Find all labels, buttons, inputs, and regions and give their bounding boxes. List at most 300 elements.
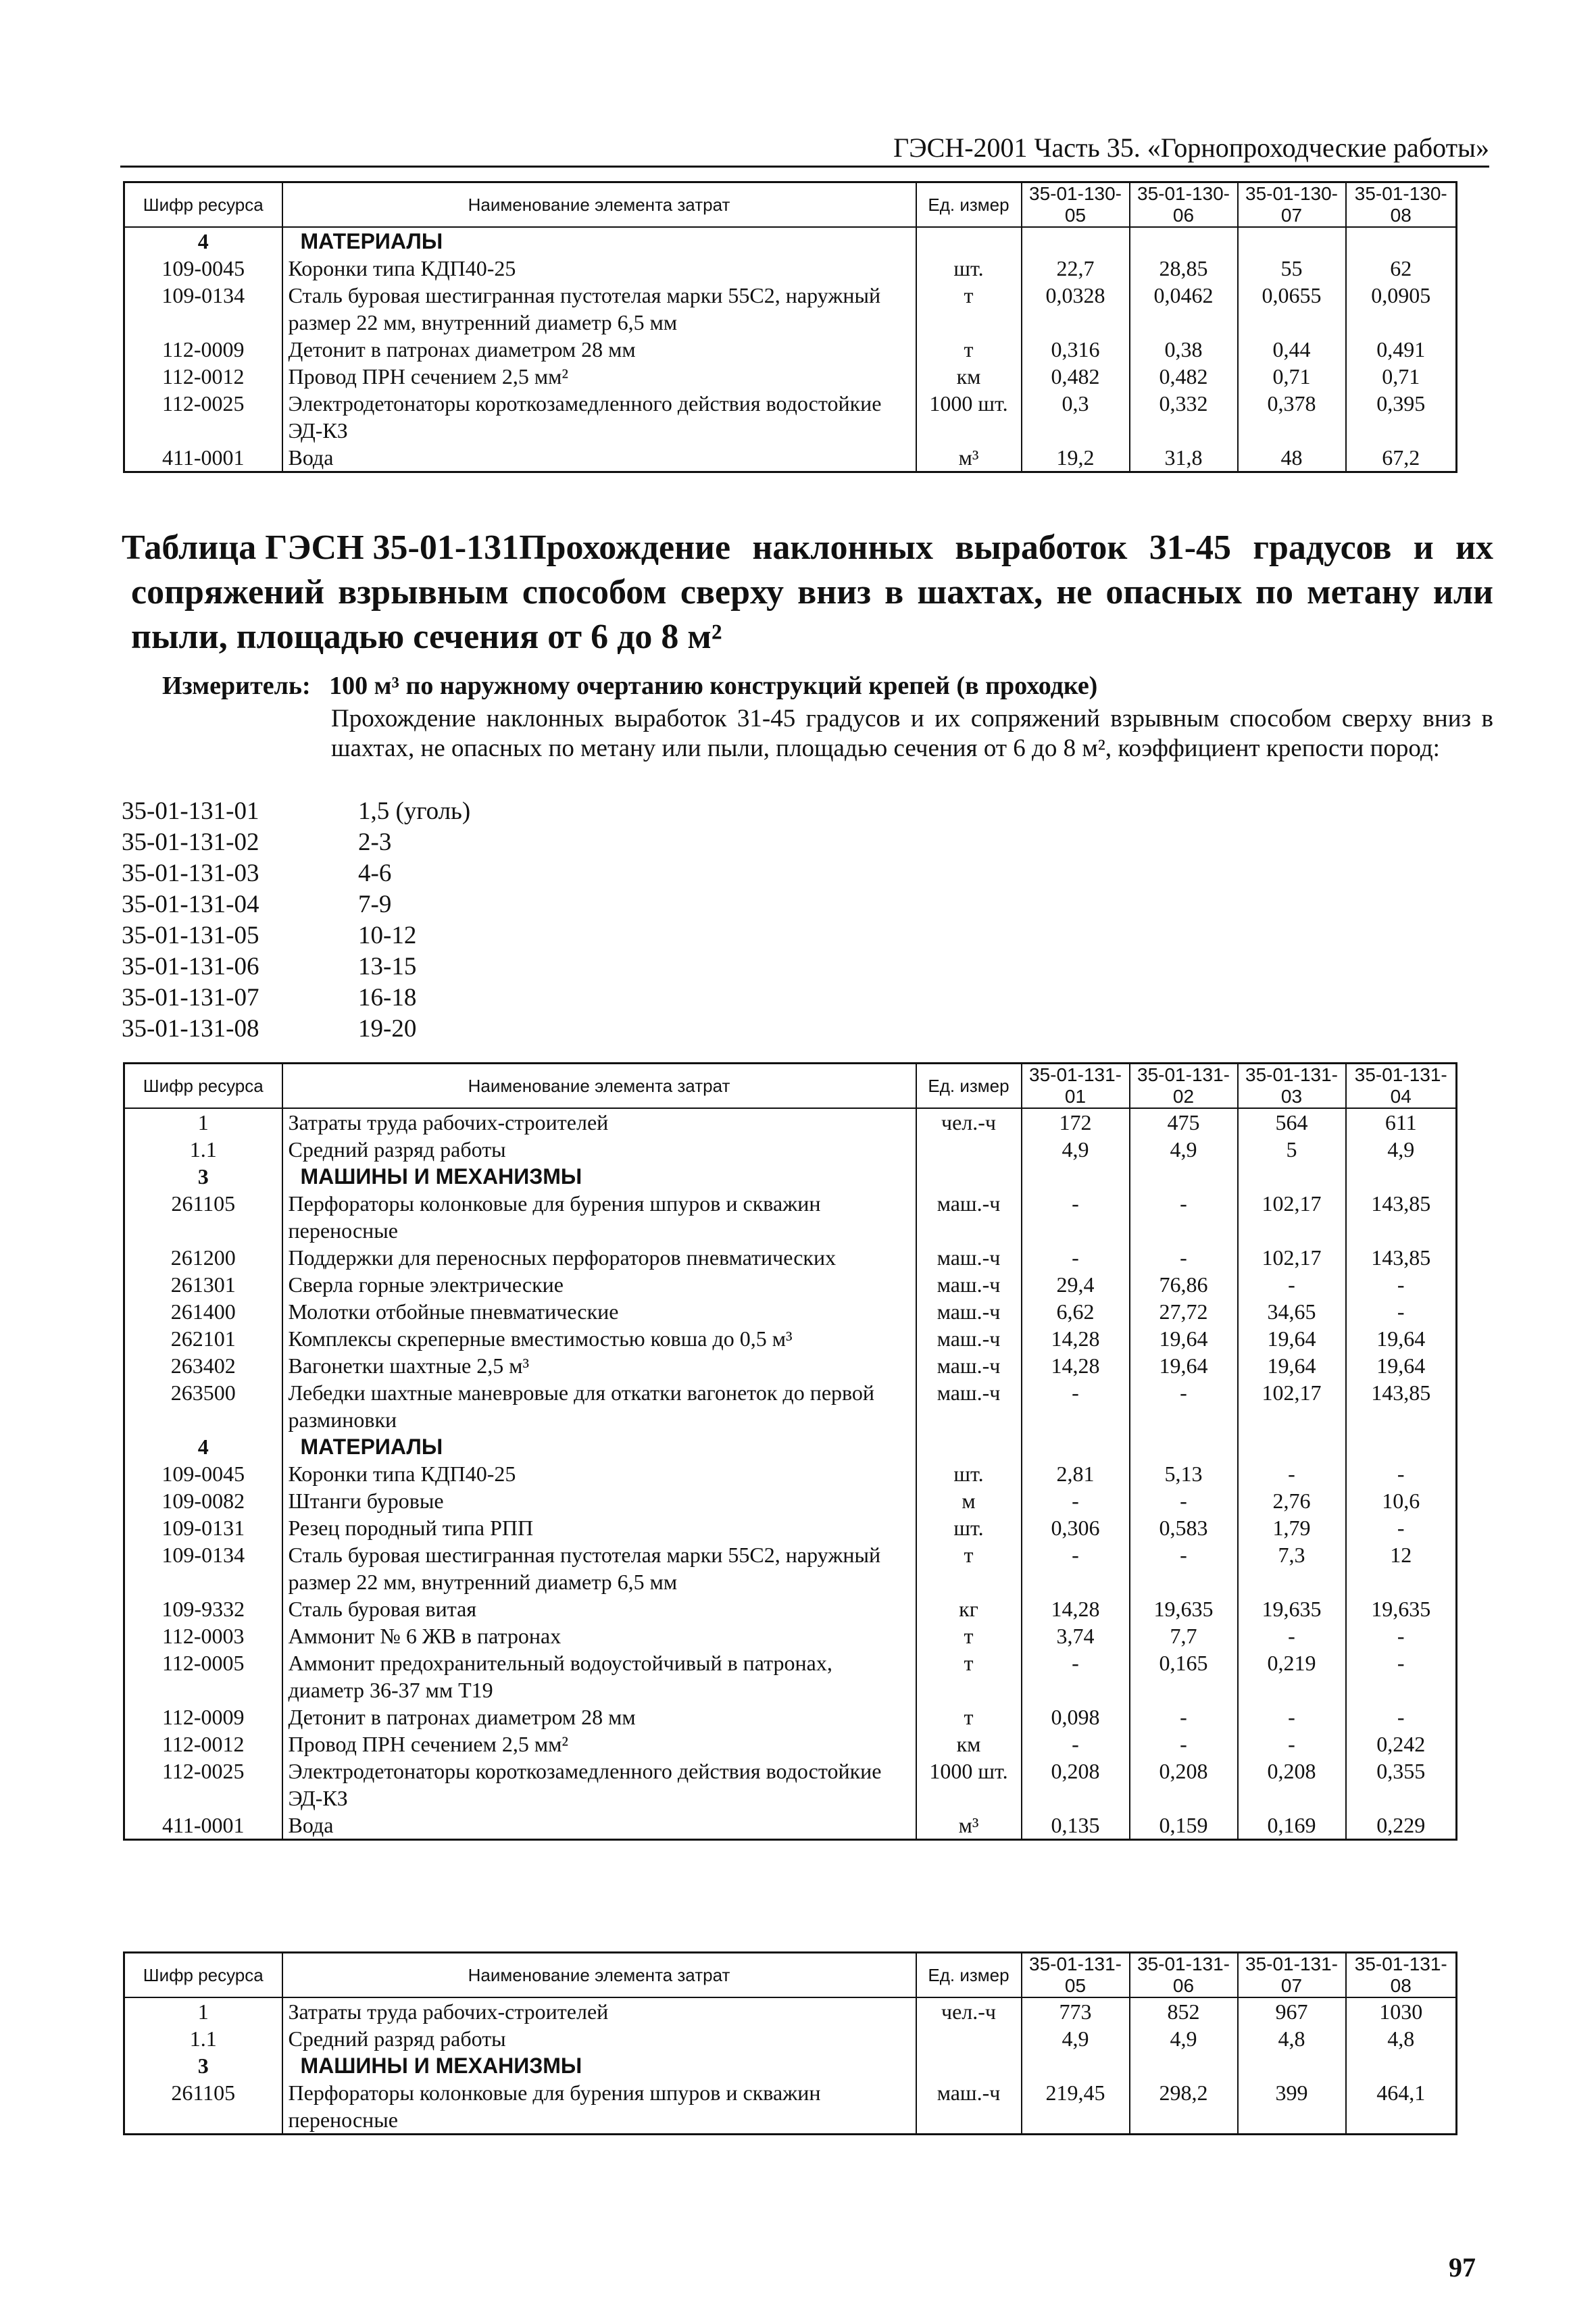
resource-name-cell: Электродетонаторы короткозамедленного действия водостойкие ЭД-КЗ xyxy=(282,1758,916,1812)
resource-name-cell: Перфораторы колонковые для бурения шпуров и скважин переносные xyxy=(282,1190,916,1244)
value-cell: 48 xyxy=(1238,444,1346,472)
value-cell: 29,4 xyxy=(1022,1271,1130,1298)
value-cell: 399 xyxy=(1238,2079,1346,2135)
table-title-text: Прохождение наклонных выработок 31-45 градусов и их сопряжений взрывным способом сверху вниз в шахтах, не опасных по метану или пыли, площадью сечения от 6 до 8 м² xyxy=(131,528,1493,656)
resource-code-cell: 261301 xyxy=(124,1271,282,1298)
value-cell: 2,81 xyxy=(1022,1460,1130,1487)
resource-name-cell: Детонит в патронах диаметром 28 мм xyxy=(282,1703,916,1731)
table-row xyxy=(124,1325,1457,1352)
value-cell xyxy=(1238,1163,1346,1190)
unit-cell: км xyxy=(916,363,1022,390)
table-row xyxy=(124,1108,1457,1136)
value-cell: 611 xyxy=(1346,1108,1457,1136)
variant-value: 13-15 xyxy=(358,953,417,980)
value-cell: 0,169 xyxy=(1238,1812,1346,1840)
unit-cell: чел.-ч xyxy=(916,1108,1022,1136)
value-cell: 219,45 xyxy=(1022,2079,1130,2135)
value-cell: - xyxy=(1130,1731,1238,1758)
resource-name-cell: Вагонетки шахтные 2,5 м³ xyxy=(282,1352,916,1379)
resource-code-cell: 109-9332 xyxy=(124,1595,282,1622)
variant-item xyxy=(122,951,470,982)
section-row xyxy=(124,2052,1457,2079)
value-cell: 1030 xyxy=(1346,1997,1457,2025)
variant-value: 19-20 xyxy=(358,1015,417,1043)
value-cell: 0,208 xyxy=(1238,1758,1346,1812)
description: Прохождение наклонных выработок 31-45 градусов и их сопряжений взрывным способом сверху вниз в шахтах, не опасных по метану или пыли, площадью сечения от 6 до 8 м², коэффициент крепости пород: xyxy=(331,705,1493,762)
unit-cell xyxy=(916,2025,1022,2052)
unit-cell xyxy=(916,2052,1022,2079)
resource-name-cell: Вода xyxy=(282,444,916,472)
table-row xyxy=(124,363,1457,390)
variant-item xyxy=(122,796,470,827)
resource-name-cell: Провод ПРН сечением 2,5 мм² xyxy=(282,1731,916,1758)
meter-text: 100 м³ по наружному очертанию конструкций крепей (в проходке) xyxy=(329,672,1098,700)
value-cell: 19,64 xyxy=(1238,1325,1346,1352)
table-row xyxy=(124,1271,1457,1298)
resource-name-cell: Коронки типа КДП40-25 xyxy=(282,255,916,282)
variant-list xyxy=(122,796,470,1045)
unit-cell xyxy=(916,1136,1022,1163)
resource-name-cell: Аммонит предохранительный водоустойчивый в патронах, диаметр 36-37 мм Т19 xyxy=(282,1649,916,1703)
resource-name-cell: МАТЕРИАЛЫ xyxy=(282,1433,916,1460)
value-cell: - xyxy=(1346,1622,1457,1649)
column-header-variant: 35-01-131-04 xyxy=(1346,1064,1457,1109)
value-cell: 22,7 xyxy=(1022,255,1130,282)
value-cell: 4,8 xyxy=(1238,2025,1346,2052)
table-row xyxy=(124,1298,1457,1325)
column-header-variant: 35-01-131-08 xyxy=(1346,1953,1457,1998)
value-cell: 0,098 xyxy=(1022,1703,1130,1731)
unit-cell xyxy=(916,1433,1022,1460)
value-cell: 0,583 xyxy=(1130,1514,1238,1541)
column-header-variant: 35-01-130-07 xyxy=(1238,182,1346,228)
meter-label: Измеритель: xyxy=(162,672,311,700)
table-row xyxy=(124,1703,1457,1731)
value-cell: - xyxy=(1022,1487,1130,1514)
column-header-variant: 35-01-131-05 xyxy=(1022,1953,1130,1998)
variant-item xyxy=(122,858,470,889)
value-cell: 27,72 xyxy=(1130,1298,1238,1325)
value-cell: 19,635 xyxy=(1346,1595,1457,1622)
resource-code-cell: 411-0001 xyxy=(124,444,282,472)
table-row xyxy=(124,1595,1457,1622)
value-cell: 0,395 xyxy=(1346,390,1457,444)
resource-name-cell: Средний разряд работы xyxy=(282,2025,916,2052)
value-cell: - xyxy=(1130,1703,1238,1731)
resource-name-cell: МАШИНЫ И МЕХАНИЗМЫ xyxy=(282,1163,916,1190)
value-cell: 14,28 xyxy=(1022,1352,1130,1379)
value-cell: 2,76 xyxy=(1238,1487,1346,1514)
value-cell: 4,8 xyxy=(1346,2025,1457,2052)
unit-cell: маш.-ч xyxy=(916,1271,1022,1298)
value-cell xyxy=(1130,227,1238,255)
variant-code: 35-01-131-02 xyxy=(122,828,259,856)
column-header-code: Шифр ресурса xyxy=(124,1064,282,1109)
resource-code-cell: 261105 xyxy=(124,1190,282,1244)
unit-cell xyxy=(916,227,1022,255)
resource-name-cell: Резец породный типа РПП xyxy=(282,1514,916,1541)
unit-cell: маш.-ч xyxy=(916,1352,1022,1379)
unit-cell: чел.-ч xyxy=(916,1997,1022,2025)
unit-cell: м³ xyxy=(916,444,1022,472)
value-cell: 0,306 xyxy=(1022,1514,1130,1541)
value-cell xyxy=(1238,1433,1346,1460)
column-header-name: Наименование элемента затрат xyxy=(282,182,916,228)
meter-line xyxy=(162,670,1487,701)
unit-cell: маш.-ч xyxy=(916,2079,1022,2135)
value-cell: - xyxy=(1130,1379,1238,1433)
value-cell: 19,64 xyxy=(1346,1325,1457,1352)
value-cell: - xyxy=(1346,1514,1457,1541)
table-row xyxy=(124,1997,1457,2025)
value-cell: 19,64 xyxy=(1130,1325,1238,1352)
header-rule xyxy=(120,166,1489,168)
unit-cell: т xyxy=(916,1703,1022,1731)
resource-code-cell: 4 xyxy=(124,1433,282,1460)
column-header-variant: 35-01-131-03 xyxy=(1238,1064,1346,1109)
resource-code-cell: 1 xyxy=(124,1108,282,1136)
value-cell xyxy=(1022,227,1130,255)
resource-code-cell: 112-0005 xyxy=(124,1649,282,1703)
resource-name-cell: Детонит в патронах диаметром 28 мм xyxy=(282,336,916,363)
value-cell: 0,208 xyxy=(1022,1758,1130,1812)
page-number: 97 xyxy=(1449,2252,1476,2283)
section-row xyxy=(124,1433,1457,1460)
resource-table-130 xyxy=(123,181,1457,473)
variant-item xyxy=(122,982,470,1014)
table-title xyxy=(122,526,1493,659)
resource-code-cell: 261400 xyxy=(124,1298,282,1325)
resource-code-cell: 1.1 xyxy=(124,1136,282,1163)
value-cell: - xyxy=(1238,1271,1346,1298)
table-row xyxy=(124,336,1457,363)
unit-cell: шт. xyxy=(916,255,1022,282)
value-cell: 19,64 xyxy=(1238,1352,1346,1379)
value-cell: 0,229 xyxy=(1346,1812,1457,1840)
value-cell: 0,3 xyxy=(1022,390,1130,444)
variant-value: 1,5 (уголь) xyxy=(358,797,471,825)
value-cell: - xyxy=(1346,1649,1457,1703)
unit-cell: т xyxy=(916,336,1022,363)
value-cell: 1,79 xyxy=(1238,1514,1346,1541)
value-cell: 5,13 xyxy=(1130,1460,1238,1487)
value-cell: 852 xyxy=(1130,1997,1238,2025)
variant-code: 35-01-131-06 xyxy=(122,953,259,980)
variant-code: 35-01-131-05 xyxy=(122,922,259,949)
resource-code-cell: 3 xyxy=(124,1163,282,1190)
value-cell xyxy=(1130,2052,1238,2079)
resource-code-cell: 109-0045 xyxy=(124,255,282,282)
column-header-variant: 35-01-130-08 xyxy=(1346,182,1457,228)
resource-name-cell: Затраты труда рабочих-строителей xyxy=(282,1997,916,2025)
value-cell: 0,135 xyxy=(1022,1812,1130,1840)
value-cell: 0,482 xyxy=(1130,363,1238,390)
value-cell: 4,9 xyxy=(1346,1136,1457,1163)
resource-code-cell: 4 xyxy=(124,227,282,255)
resource-name-cell: Затраты труда рабочих-строителей xyxy=(282,1108,916,1136)
resource-code-cell: 263500 xyxy=(124,1379,282,1433)
variant-value: 4-6 xyxy=(358,860,392,887)
value-cell xyxy=(1022,1163,1130,1190)
column-header-variant: 35-01-130-06 xyxy=(1130,182,1238,228)
value-cell xyxy=(1130,1163,1238,1190)
resource-code-cell: 112-0012 xyxy=(124,363,282,390)
value-cell: 19,635 xyxy=(1130,1595,1238,1622)
resource-code-cell: 109-0045 xyxy=(124,1460,282,1487)
table-header-row xyxy=(124,182,1457,228)
value-cell: 102,17 xyxy=(1238,1379,1346,1433)
value-cell: 19,64 xyxy=(1346,1352,1457,1379)
column-header-unit: Ед. измер xyxy=(916,1064,1022,1109)
unit-cell: маш.-ч xyxy=(916,1190,1022,1244)
value-cell: 19,64 xyxy=(1130,1352,1238,1379)
resource-code-cell: 262101 xyxy=(124,1325,282,1352)
resource-code-cell: 112-0012 xyxy=(124,1731,282,1758)
value-cell: - xyxy=(1022,1379,1130,1433)
resource-name-cell: МАТЕРИАЛЫ xyxy=(282,227,916,255)
value-cell: - xyxy=(1130,1487,1238,1514)
value-cell: 464,1 xyxy=(1346,2079,1457,2135)
variant-item xyxy=(122,1014,470,1045)
value-cell: 0,165 xyxy=(1130,1649,1238,1703)
unit-cell: маш.-ч xyxy=(916,1244,1022,1271)
value-cell xyxy=(1238,227,1346,255)
value-cell: - xyxy=(1022,1541,1130,1595)
table-row xyxy=(124,1541,1457,1595)
table-row xyxy=(124,1136,1457,1163)
resource-code-cell: 261200 xyxy=(124,1244,282,1271)
value-cell: 4,9 xyxy=(1130,1136,1238,1163)
unit-cell: шт. xyxy=(916,1460,1022,1487)
table-row xyxy=(124,1758,1457,1812)
resource-code-cell: 112-0025 xyxy=(124,390,282,444)
value-cell: 4,9 xyxy=(1022,2025,1130,2052)
resource-name-cell: Штанги буровые xyxy=(282,1487,916,1514)
column-header-code: Шифр ресурса xyxy=(124,182,282,228)
column-header-variant: 35-01-130-05 xyxy=(1022,182,1130,228)
variant-code: 35-01-131-08 xyxy=(122,1015,259,1043)
resource-name-cell: Сверла горные электрические xyxy=(282,1271,916,1298)
variant-value: 10-12 xyxy=(358,922,417,949)
value-cell: 0,316 xyxy=(1022,336,1130,363)
resource-code-cell: 112-0003 xyxy=(124,1622,282,1649)
value-cell: 773 xyxy=(1022,1997,1130,2025)
resource-name-cell: Электродетонаторы короткозамедленного действия водостойкие ЭД-КЗ xyxy=(282,390,916,444)
value-cell: 0,0655 xyxy=(1238,282,1346,336)
table-row xyxy=(124,1244,1457,1271)
value-cell: 14,28 xyxy=(1022,1595,1130,1622)
column-header-variant: 35-01-131-06 xyxy=(1130,1953,1238,1998)
resource-name-cell: Провод ПРН сечением 2,5 мм² xyxy=(282,363,916,390)
unit-cell: т xyxy=(916,1622,1022,1649)
resource-name-cell: Перфораторы колонковые для бурения шпуров и скважин переносные xyxy=(282,2079,916,2135)
variant-code: 35-01-131-01 xyxy=(122,797,259,825)
resource-code-cell: 109-0134 xyxy=(124,282,282,336)
variant-value: 7-9 xyxy=(358,891,392,918)
unit-cell: 1000 шт. xyxy=(916,1758,1022,1812)
value-cell: 6,62 xyxy=(1022,1298,1130,1325)
value-cell: 76,86 xyxy=(1130,1271,1238,1298)
value-cell: - xyxy=(1346,1271,1457,1298)
resource-code-cell: 261105 xyxy=(124,2079,282,2135)
value-cell: - xyxy=(1346,1298,1457,1325)
value-cell: 5 xyxy=(1238,1136,1346,1163)
value-cell: 55 xyxy=(1238,255,1346,282)
value-cell: 143,85 xyxy=(1346,1244,1457,1271)
unit-cell: шт. xyxy=(916,1514,1022,1541)
value-cell: 34,65 xyxy=(1238,1298,1346,1325)
value-cell xyxy=(1022,2052,1130,2079)
value-cell: 0,482 xyxy=(1022,363,1130,390)
value-cell: 3,74 xyxy=(1022,1622,1130,1649)
table-row xyxy=(124,1812,1457,1840)
value-cell: 67,2 xyxy=(1346,444,1457,472)
value-cell xyxy=(1346,2052,1457,2079)
value-cell: 7,3 xyxy=(1238,1541,1346,1595)
resource-code-cell: 109-0131 xyxy=(124,1514,282,1541)
table-row xyxy=(124,390,1457,444)
section-row xyxy=(124,1163,1457,1190)
unit-cell: маш.-ч xyxy=(916,1325,1022,1352)
resource-code-cell: 109-0082 xyxy=(124,1487,282,1514)
value-cell: 0,208 xyxy=(1130,1758,1238,1812)
value-cell xyxy=(1346,1433,1457,1460)
resource-name-cell: Сталь буровая шестигранная пустотелая марки 55С2, наружный размер 22 мм, внутренний диаметр 6,5 мм xyxy=(282,282,916,336)
table-row xyxy=(124,1460,1457,1487)
value-cell: 0,219 xyxy=(1238,1649,1346,1703)
value-cell: 102,17 xyxy=(1238,1190,1346,1244)
resource-name-cell: Сталь буровая шестигранная пустотелая марки 55С2, наружный размер 22 мм, внутренний диаметр 6,5 мм xyxy=(282,1541,916,1595)
resource-code-cell: 112-0009 xyxy=(124,336,282,363)
value-cell: 0,332 xyxy=(1130,390,1238,444)
resource-code-cell: 263402 xyxy=(124,1352,282,1379)
variant-value: 2-3 xyxy=(358,828,392,856)
resource-table-131-part2 xyxy=(123,1951,1457,2135)
variant-code: 35-01-131-04 xyxy=(122,891,259,918)
table-header-row xyxy=(124,1064,1457,1109)
table-row xyxy=(124,1649,1457,1703)
value-cell: 0,0905 xyxy=(1346,282,1457,336)
value-cell: - xyxy=(1022,1190,1130,1244)
table-row xyxy=(124,1731,1457,1758)
resource-name-cell: Средний разряд работы xyxy=(282,1136,916,1163)
value-cell: 0,378 xyxy=(1238,390,1346,444)
value-cell: 0,71 xyxy=(1346,363,1457,390)
resource-code-cell: 112-0009 xyxy=(124,1703,282,1731)
value-cell: - xyxy=(1130,1244,1238,1271)
resource-name-cell: Сталь буровая витая xyxy=(282,1595,916,1622)
value-cell: - xyxy=(1238,1460,1346,1487)
resource-name-cell: МАШИНЫ И МЕХАНИЗМЫ xyxy=(282,2052,916,2079)
unit-cell: м xyxy=(916,1487,1022,1514)
value-cell xyxy=(1346,227,1457,255)
column-header-name: Наименование элемента затрат xyxy=(282,1064,916,1109)
value-cell: - xyxy=(1238,1731,1346,1758)
column-header-code: Шифр ресурса xyxy=(124,1953,282,1998)
column-header-name: Наименование элемента затрат xyxy=(282,1953,916,1998)
resource-table-131-part1 xyxy=(123,1062,1457,1841)
table-row xyxy=(124,1352,1457,1379)
resource-name-cell: Поддержки для переносных перфораторов пневматических xyxy=(282,1244,916,1271)
table-title-prefix: Таблица ГЭСН 35-01-131 xyxy=(122,528,520,567)
resource-name-cell: Лебедки шахтные маневровые для откатки вагонеток до первой разминовки xyxy=(282,1379,916,1433)
value-cell: 28,85 xyxy=(1130,255,1238,282)
value-cell: 10,6 xyxy=(1346,1487,1457,1514)
value-cell: 143,85 xyxy=(1346,1379,1457,1433)
unit-cell: т xyxy=(916,1649,1022,1703)
resource-code-cell: 109-0134 xyxy=(124,1541,282,1595)
value-cell: 143,85 xyxy=(1346,1190,1457,1244)
value-cell xyxy=(1022,1433,1130,1460)
table-row xyxy=(124,1622,1457,1649)
variant-item xyxy=(122,889,470,920)
value-cell: 19,2 xyxy=(1022,444,1130,472)
column-header-variant: 35-01-131-07 xyxy=(1238,1953,1346,1998)
value-cell: 4,9 xyxy=(1022,1136,1130,1163)
value-cell: 7,7 xyxy=(1130,1622,1238,1649)
value-cell: 0,71 xyxy=(1238,363,1346,390)
value-cell: 12 xyxy=(1346,1541,1457,1595)
resource-name-cell: Комплексы скреперные вместимостью ковша до 0,5 м³ xyxy=(282,1325,916,1352)
value-cell xyxy=(1238,2052,1346,2079)
resource-code-cell: 1 xyxy=(124,1997,282,2025)
value-cell: 19,635 xyxy=(1238,1595,1346,1622)
unit-cell: т xyxy=(916,1541,1022,1595)
resource-name-cell: Аммонит № 6 ЖВ в патронах xyxy=(282,1622,916,1649)
unit-cell: 1000 шт. xyxy=(916,390,1022,444)
value-cell: 0,491 xyxy=(1346,336,1457,363)
resource-name-cell: Коронки типа КДП40-25 xyxy=(282,1460,916,1487)
value-cell: - xyxy=(1022,1649,1130,1703)
unit-cell: т xyxy=(916,282,1022,336)
resource-code-cell: 411-0001 xyxy=(124,1812,282,1840)
value-cell: 0,159 xyxy=(1130,1812,1238,1840)
unit-cell: кг xyxy=(916,1595,1022,1622)
table-header-row xyxy=(124,1953,1457,1998)
unit-cell: м³ xyxy=(916,1812,1022,1840)
value-cell: 62 xyxy=(1346,255,1457,282)
unit-cell: маш.-ч xyxy=(916,1379,1022,1433)
table-row xyxy=(124,2025,1457,2052)
value-cell: 0,0328 xyxy=(1022,282,1130,336)
variant-item xyxy=(122,827,470,858)
table-row xyxy=(124,1487,1457,1514)
column-header-unit: Ед. измер xyxy=(916,182,1022,228)
table-row xyxy=(124,1514,1457,1541)
table-row xyxy=(124,282,1457,336)
value-cell: 475 xyxy=(1130,1108,1238,1136)
unit-cell: км xyxy=(916,1731,1022,1758)
unit-cell: маш.-ч xyxy=(916,1298,1022,1325)
value-cell: - xyxy=(1022,1731,1130,1758)
value-cell: - xyxy=(1130,1541,1238,1595)
table-row xyxy=(124,2079,1457,2135)
value-cell: 0,44 xyxy=(1238,336,1346,363)
value-cell: 172 xyxy=(1022,1108,1130,1136)
value-cell: - xyxy=(1238,1703,1346,1731)
value-cell: - xyxy=(1346,1460,1457,1487)
table-row xyxy=(124,1379,1457,1433)
resource-name-cell: Молотки отбойные пневматические xyxy=(282,1298,916,1325)
value-cell: 14,28 xyxy=(1022,1325,1130,1352)
resource-name-cell: Вода xyxy=(282,1812,916,1840)
value-cell: 0,38 xyxy=(1130,336,1238,363)
variant-code: 35-01-131-07 xyxy=(122,984,259,1012)
table-row xyxy=(124,444,1457,472)
variant-item xyxy=(122,920,470,951)
resource-code-cell: 112-0025 xyxy=(124,1758,282,1812)
column-header-variant: 35-01-131-01 xyxy=(1022,1064,1130,1109)
